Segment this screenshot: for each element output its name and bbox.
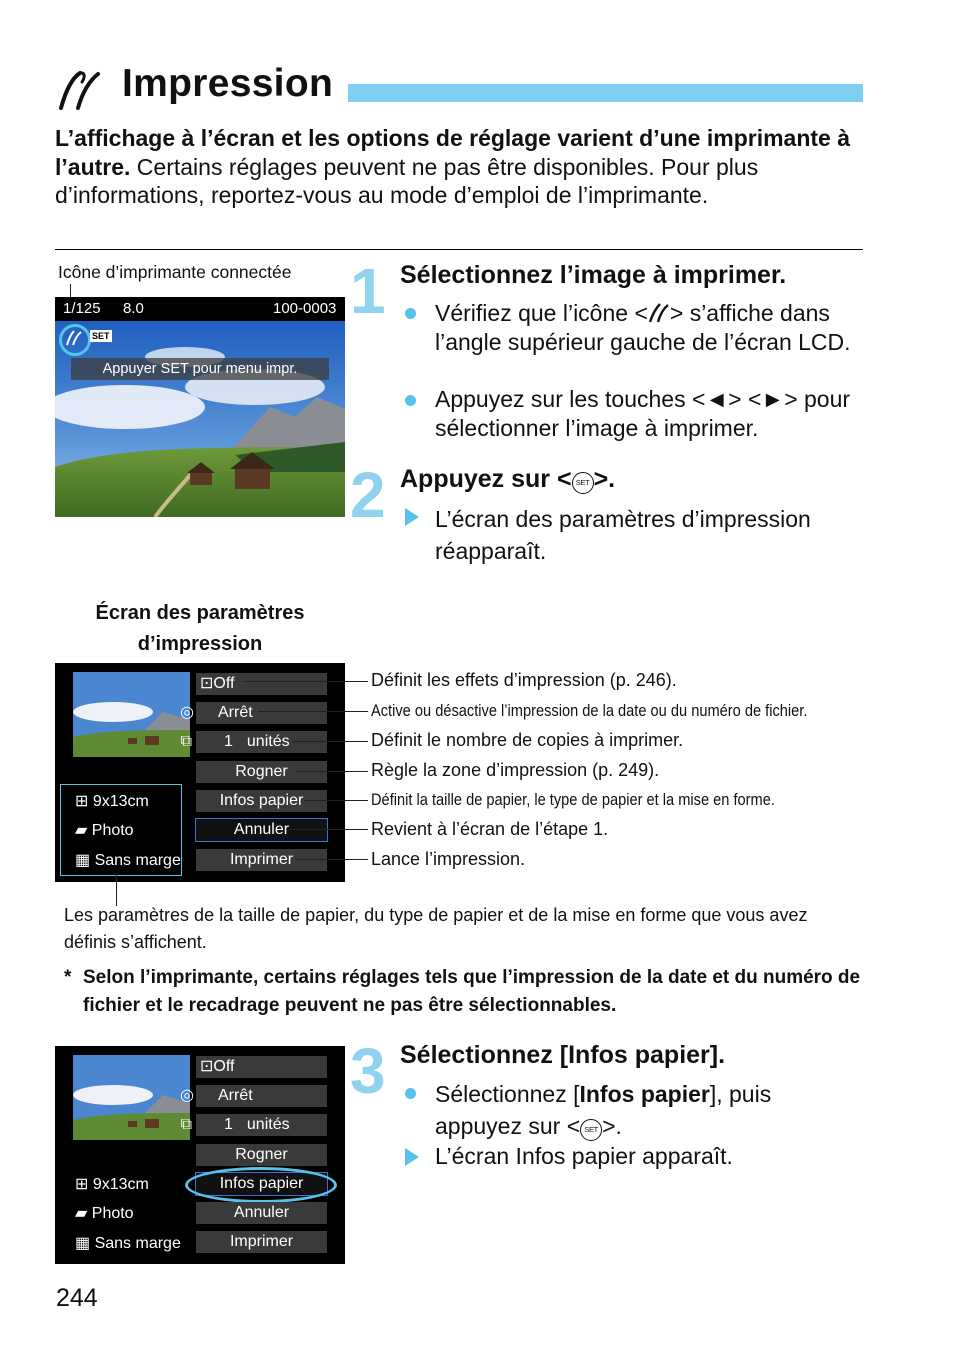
step1-bullet2: Appuyez sur les touches <◄> <►> pour sélectionner l’image à imprimer. (435, 386, 851, 441)
aperture-value: 8.0 (123, 300, 144, 317)
callout-trim: Règle la zone d’impression (p. 249). (371, 760, 660, 780)
page-number: 244 (56, 1284, 98, 1312)
shutter-speed: 1/125 (63, 300, 101, 317)
paper-size-text: 9x13cm (92, 793, 149, 810)
print-menu-overlay: Appuyer SET pour menu impr. (71, 358, 329, 380)
set-badge: SET (92, 331, 110, 341)
step2-title-before: Appuyez sur < (400, 465, 572, 493)
step-number-3: 3 (350, 1035, 386, 1107)
menu-print[interactable]: Imprimer (196, 849, 327, 871)
paper-size-icon: ⊞ (75, 1176, 89, 1193)
menu-paper[interactable]: Infos papier (195, 1172, 328, 1196)
menu-date[interactable] (180, 1085, 327, 1107)
set-button-icon: SET (572, 472, 594, 494)
intro-text (55, 124, 865, 210)
step3-bullet1-middle: ], puis appuyez sur < (435, 1081, 772, 1139)
menu-copies-num: 1 (224, 733, 233, 750)
bullet-dot (405, 1088, 416, 1099)
callout-effects: Définit les effets d’impression (p. 246). (371, 670, 677, 690)
menu-paper[interactable]: Infos papier (196, 790, 327, 812)
menu-copies[interactable] (180, 1114, 327, 1136)
callout-cancel: Revient à l’écran de l’étape 1. (371, 819, 609, 839)
step3-bullet1 (435, 1078, 855, 1142)
intro-bold: L’affichage à l’écran et les options de réglage varient d’une imprimante à l’autre. (55, 125, 851, 180)
menu-date-value: Arrêt (218, 1087, 253, 1104)
page-title: Impression (122, 62, 334, 105)
step3-bullet1-before: Sélectionnez [ (435, 1081, 580, 1107)
step1-bullet1-before: Vérifiez que l’icône < (435, 300, 648, 326)
callout-paper: Définit la taille de papier, le type de papier et la mise en forme. (371, 790, 775, 809)
menu-effects-value: Off (213, 1058, 235, 1075)
note-text: Selon l’imprimante, certains réglages tels que l’impression de la date et du numéro de fichier et le recadrage peuvent ne pas être sélectionnables. (83, 967, 861, 1016)
thumbnail-photo (73, 1055, 190, 1140)
paper-type-icon: ▰ (75, 822, 88, 839)
callout-copies: Définit le nombre de copies à imprimer. (371, 730, 684, 750)
callout-line (296, 771, 368, 772)
playback-screen (55, 297, 345, 517)
copies-icon: ⧉ (180, 1116, 192, 1133)
bullet-dot (405, 308, 416, 319)
menu-cancel[interactable]: Annuler (195, 818, 328, 842)
callout-line (243, 681, 368, 682)
title-bar (348, 84, 863, 102)
step3-bullet1-after: >. (602, 1113, 622, 1139)
print-settings-screen-2 (55, 1046, 345, 1264)
step2-title-after: >. (593, 465, 616, 493)
printer-connection-icon (65, 329, 83, 347)
step1-title: Sélectionnez l’image à imprimer. (400, 261, 787, 289)
print-screen-caption: Écran des paramètres d’impression (95, 602, 305, 655)
paper-size-value (75, 791, 149, 811)
paper-type-icon: ▰ (75, 1205, 88, 1222)
paper-size-text: 9x13cm (92, 1176, 149, 1193)
menu-date[interactable] (180, 702, 327, 724)
layout-value (75, 850, 181, 870)
paper-type-value (75, 1203, 134, 1223)
menu-print[interactable]: Imprimer (196, 1231, 327, 1253)
menu-copies-num: 1 (224, 1116, 233, 1133)
result-arrow-icon (405, 1148, 419, 1166)
callout-line (292, 741, 368, 742)
screen1-caption: Icône d’imprimante connectée (58, 262, 292, 282)
step2-title (400, 465, 615, 494)
file-number: 100-0003 (273, 300, 337, 317)
effects-icon: ⊡ (200, 675, 214, 692)
step3-title: Sélectionnez [Infos papier]. (400, 1041, 726, 1069)
set-button-icon: SET (580, 1119, 602, 1141)
callout-line (304, 800, 368, 801)
callout-line (290, 829, 368, 830)
paper-size-value (75, 1174, 149, 1194)
menu-copies-unit: unités (246, 1116, 290, 1133)
layout-icon: ▦ (75, 852, 91, 869)
step1-bullet1 (435, 299, 855, 357)
menu-copies-unit: unités (246, 733, 290, 750)
menu-trim[interactable]: Rogner (196, 761, 327, 783)
intro-regular: Certains réglages peuvent ne pas être disponibles. Pour plus d’informations, reportez-vous au mode d’emploi de l’imprimante. (55, 153, 759, 208)
thumbnail-photo (73, 672, 190, 757)
callout-date: Active ou désactive l’impression de la date ou du numéro de fichier. (371, 701, 808, 720)
effects-icon: ⊡ (200, 1058, 214, 1075)
step1-bullet1-after: > s’affiche dans l’angle supérieur gauche de l’écran LCD. (435, 300, 851, 355)
step3-result: L’écran Infos papier apparaît. (435, 1143, 733, 1169)
callout-line (296, 859, 368, 860)
paper-selection-highlight (185, 1167, 337, 1203)
result-arrow-icon (405, 508, 419, 526)
menu-date-value: Arrêt (218, 704, 253, 721)
step3-bullet1-bold: Infos papier (579, 1081, 710, 1107)
menu-effects-value: Off (213, 675, 235, 692)
callout-print: Lance l’impression. (371, 849, 526, 869)
print-settings-screen (55, 663, 345, 882)
step-number-2: 2 (350, 459, 386, 531)
callout-line (258, 711, 368, 712)
paper-type-value (75, 820, 134, 840)
layout-value (75, 1233, 181, 1253)
menu-trim[interactable]: Rogner (196, 1144, 327, 1166)
date-icon: ◎ (180, 704, 194, 721)
printer-connection-icon (648, 302, 670, 324)
menu-copies[interactable] (180, 731, 327, 753)
layout-icon: ▦ (75, 1235, 91, 1252)
section-divider (55, 249, 863, 250)
menu-effects[interactable] (196, 1056, 327, 1078)
note-asterisk: * (64, 967, 72, 988)
layout-text: Sans marge (94, 1235, 181, 1252)
copies-icon: ⧉ (180, 733, 192, 750)
layout-text: Sans marge (94, 852, 181, 869)
menu-effects[interactable] (196, 673, 327, 695)
paper-type-text: Photo (91, 1205, 134, 1222)
date-icon: ◎ (180, 1087, 194, 1104)
paper-settings-note: Les paramètres de la taille de papier, du type de papier et de la mise en forme que vous avez définis s’affichent. (64, 905, 808, 952)
bullet-dot (405, 395, 416, 406)
step2-result: L’écran des paramètres d’impression réapparaît. (435, 506, 811, 564)
menu-cancel[interactable]: Annuler (196, 1202, 327, 1224)
step-number-1: 1 (350, 255, 386, 327)
paper-size-icon: ⊞ (75, 793, 89, 810)
printer-connection-icon (58, 70, 102, 110)
paper-type-text: Photo (91, 822, 134, 839)
